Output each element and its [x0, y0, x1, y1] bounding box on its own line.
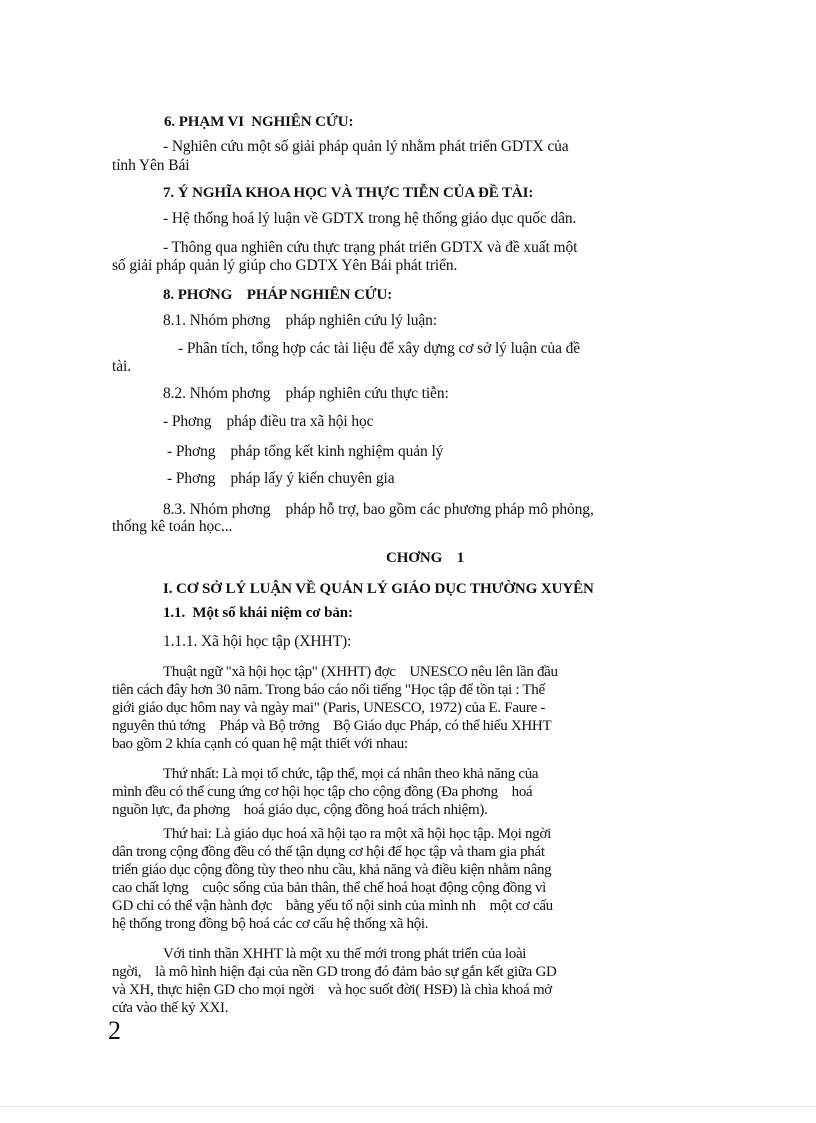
text-line: cao chất lợng cuộc sống của bản thân, thể chế hoá hoạt động cộng đồng vì	[112, 880, 547, 896]
text-line: triển giáo dục cộng đồng tùy theo nhu cầu, khả năng và điều kiện nhằm nâng	[112, 862, 552, 878]
text-line: dân trong cộng đồng đều có thể tận dụng cơ hội để học tập và tham gia phát	[112, 844, 545, 860]
text-line: - Nghiên cứu một số giải pháp quản lý nhằm phát triển GDTX của	[163, 138, 569, 155]
text-line: 8.1. Nhóm phơng pháp nghiên cứu lý luận:	[163, 312, 438, 329]
text-line: - Phơng pháp lấy ý kiến chuyên gia	[167, 470, 395, 487]
page-bottom-divider	[0, 1106, 816, 1107]
text-line: tài.	[112, 358, 131, 375]
text-line: 1.1.1. Xã hội học tập (XHHT):	[163, 633, 352, 650]
text-line: - Phơng pháp tổng kết kinh nghiệm quản lý	[167, 443, 444, 460]
text-line: thống kê toán học...	[112, 518, 233, 535]
text-line: GD chỉ có thể vận hành đợc bằng yếu tố nội sinh của mình nh một cơ cấu	[112, 898, 553, 914]
text-line: Thứ nhất: Là mọi tổ chức, tập thể, mọi cá nhân theo khả năng của	[163, 766, 539, 782]
text-line: tỉnh Yên Bái	[112, 157, 190, 174]
section-heading: 1.1. Một số khái niệm cơ bản:	[163, 605, 353, 621]
text-line: ngời, là mô hình hiện đại của nền GD trong đó đảm bảo sự gắn kết giữa GD	[112, 964, 557, 980]
text-line: - Phơng pháp điều tra xã hội học	[163, 413, 374, 430]
text-line: mình đều có thể cung ứng cơ hội học tập cho cộng đồng (Đa phơng hoá	[112, 784, 533, 800]
text-line: - Thông qua nghiên cứu thực trạng phát triển GDTX và đề xuất một	[163, 239, 578, 256]
text-line: số giải pháp quản lý giúp cho GDTX Yên Bái phát triển.	[112, 257, 458, 274]
text-line: nguyên thủ tớng Pháp và Bộ trởng Bộ Giáo dục Pháp, có thể hiểu XHHT	[112, 718, 552, 734]
text-line: - Phân tích, tổng hợp các tài liệu để xây dựng cơ sở lý luận của đề	[178, 340, 581, 357]
text-line: nguồn lực, đa phơng hoá giáo dục, cộng đồng hoá trách nhiệm).	[112, 802, 488, 818]
text-line: 8.3. Nhóm phơng pháp hỗ trợ, bao gồm các phương pháp mô phỏng,	[163, 501, 594, 518]
text-line: Thứ hai: Là giáo dục hoá xã hội tạo ra một xã hội học tập. Mọi ngời	[163, 826, 551, 842]
section-heading: 8. PHƠNG PHÁP NGHIÊN CỨU:	[163, 287, 393, 303]
section-heading: I. CƠ SỞ LÝ LUẬN VỀ QUẢN LÝ GIÁO DỤC THƯỜNG XUYÊN	[163, 581, 594, 597]
page-number: 2	[108, 1016, 121, 1045]
text-line: 8.2. Nhóm phơng pháp nghiên cứu thực tiễn:	[163, 385, 449, 402]
text-line: - Hệ thống hoá lý luận về GDTX trong hệ thống giáo dục quốc dân.	[163, 210, 577, 227]
section-heading: CHƠNG 1	[386, 550, 465, 566]
text-line: cửa vào thế kỷ XXI.	[112, 1000, 229, 1016]
section-heading: 6. PHẠM VI NGHIÊN CỨU:	[164, 114, 354, 130]
section-heading: 7. Ý NGHĨA KHOA HỌC VÀ THỰC TIỄN CỦA ĐỀ TÀI:	[163, 185, 534, 201]
text-line: và XH, thực hiện GD cho mọi ngời và học suốt đời( HSĐ) là chìa khoá mở	[112, 982, 552, 998]
text-line: Thuật ngữ "xã hội học tập" (XHHT) đợc UNESCO nêu lên lần đầu	[163, 664, 558, 680]
text-line: hệ thống trong đồng bộ hoá các cơ cấu hệ thống xã hội.	[112, 916, 429, 932]
text-line: bao gồm 2 khía cạnh có quan hệ mật thiết với nhau:	[112, 736, 408, 752]
text-line: tiên cách đây hơn 30 năm. Trong báo cáo nổi tiếng "Học tập để tồn tại : Thế	[112, 682, 545, 698]
text-line: giới giáo dục hôm nay và ngày mai" (Paris, UNESCO, 1972) của E. Faure -	[112, 700, 546, 716]
text-line: Với tinh thần XHHT là một xu thế mới trong phát triển của loài	[163, 946, 527, 962]
